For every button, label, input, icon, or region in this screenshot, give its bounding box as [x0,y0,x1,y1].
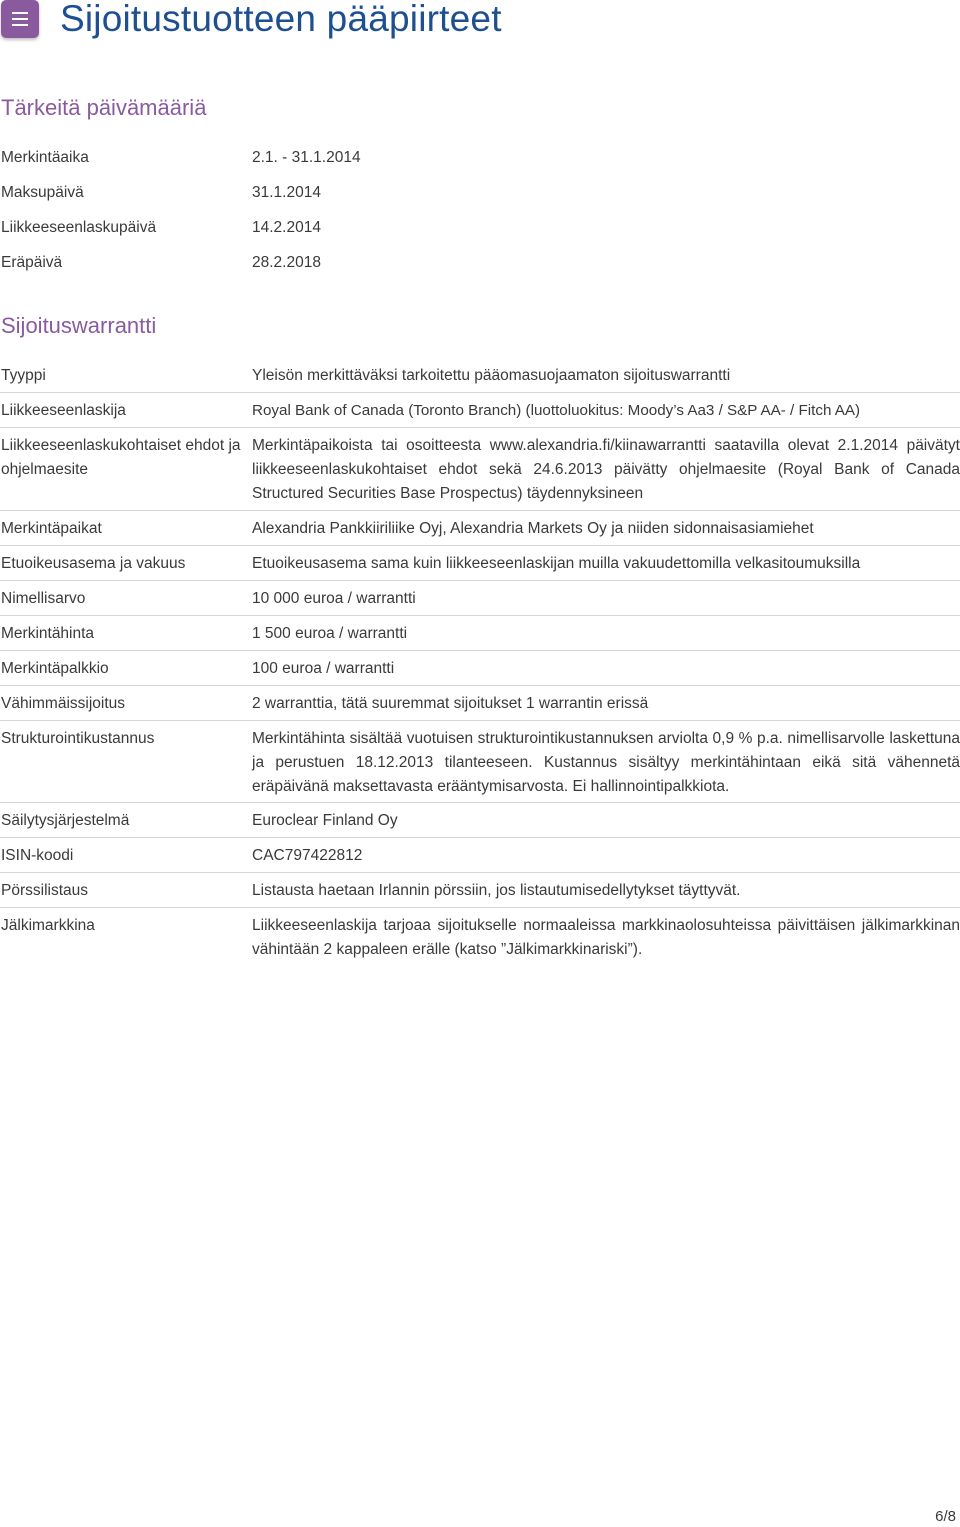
row-divider [0,580,960,581]
row-divider [0,545,960,546]
warrant-heading: Sijoituswarrantti [1,313,157,338]
page-title: Sijoitustuotteen pääpiirteet [60,0,502,39]
row-divider [0,427,960,428]
row-value: Alexandria Pankkiiriliike Oyj, Alexandria Markets Oy ja niiden sidonnaisasiamiehet [252,520,814,537]
date-label: Merkintäaika [1,149,89,166]
row-divider [0,837,960,838]
row-value: 1 500 euroa / warrantti [252,625,408,642]
table-row [0,720,960,802]
row-divider [0,650,960,651]
table-row [0,907,960,965]
page-header [0,0,960,46]
date-value: 14.2.2014 [252,219,321,236]
row-label: Strukturointikustannus [1,730,155,747]
row-label: Merkintäpaikat [1,520,102,537]
table-row [0,872,960,907]
table-row [0,357,960,392]
date-value: 2.1. - 31.1.2014 [252,149,361,166]
row-label: Jälkimarkkina [1,917,95,934]
row-label: Nimellisarvo [1,590,86,607]
menu-bar-line [12,24,28,26]
row-value: Etuoikeusasema sama kuin liikkeeseenlaskijan muilla vakuudettomilla velkasitoumuksilla [252,555,861,572]
row-label: Säilytysjärjestelmä [1,812,130,829]
table-row [0,615,960,650]
table-row [0,685,960,720]
date-label: Eräpäivä [1,254,63,271]
row-divider [0,907,960,908]
row-value: Merkintäpaikoista tai osoitteesta www.alexandria.fi/kiinawarrantti saatavilla olevat 2.1.2014 päivätyt liikkeeseenlaskukohtaiset ehdot sekä 24.6.2013 päivätty ohjelmaesite (Royal Bank of Canada Structured Securities Base Prospectus) täydennyksineen [252,437,960,502]
row-divider [0,615,960,616]
table-row [0,580,960,615]
page-number: 6/8 [935,1508,956,1525]
row-label: Merkintähinta [1,625,95,642]
row-label: Liikkeeseenlaskukohtaiset ehdot ja ohjelmaesite [1,437,241,478]
row-label: Merkintäpalkkio [1,660,109,677]
row-value: Liikkeeseenlaskija tarjoaa sijoitukselle normaaleissa markkinaolosuhteissa päivittäisen jälkimarkkinan vähintään 2 kappaleen erälle (katso ”Jälkimarkkinariski”). [252,917,960,958]
row-divider [0,720,960,721]
row-label: ISIN-koodi [1,847,74,864]
date-value: 28.2.2018 [252,254,321,271]
row-divider [0,392,960,393]
menu-bar-line [12,18,28,20]
row-value: Merkintähinta sisältää vuotuisen strukturointikustannuksen arviolta 0,9 % p.a. nimellisarvolle laskettuna ja perustuen 18.12.2013 tilanteeseen. Kustannus sisältyy merkintähintaan eikä sitä vähennetä eräpäivänä maksettavasta erääntymisarvosta. Ei hallinnointipalkkiota. [252,730,960,795]
table-row [0,545,960,580]
table-row [0,650,960,685]
row-label: Liikkeeseenlaskija [1,402,126,419]
table-row [0,802,960,837]
row-value: Euroclear Finland Oy [252,812,398,829]
row-value: CAC797422812 [252,847,363,864]
date-label: Maksupäivä [1,184,84,201]
row-value: Royal Bank of Canada (Toronto Branch) (luottoluokitus: Moody’s Aa3 / S&P AA- / Fitch AA) [252,402,861,419]
table-row [0,510,960,545]
row-value: 10 000 euroa / warrantti [252,590,416,607]
table-row [0,427,960,510]
row-label: Pörssilistaus [1,882,88,899]
row-divider [0,802,960,803]
hamburger-menu-icon[interactable] [1,0,39,38]
row-value: 2 warranttia, tätä suuremmat sijoitukset 1 warrantin erissä [252,695,649,712]
date-value: 31.1.2014 [252,184,321,201]
date-label: Liikkeeseenlaskupäivä [1,219,157,236]
row-label: Etuoikeusasema ja vakuus [1,555,186,572]
row-divider [0,510,960,511]
row-value: Yleisön merkittäväksi tarkoitettu pääomasuojaamaton sijoituswarrantti [252,367,731,384]
row-label: Tyyppi [1,367,46,384]
menu-bar-line [12,12,28,14]
table-row [0,392,960,427]
table-row [0,837,960,872]
dates-heading: Tärkeitä päivämääriä [1,95,207,120]
row-divider [0,685,960,686]
row-value: 100 euroa / warrantti [252,660,395,677]
row-divider [0,872,960,873]
row-label: Vähimmäissijoitus [1,695,126,712]
row-value: Listausta haetaan Irlannin pörssiin, jos listautumisedellytykset täyttyvät. [252,882,741,899]
